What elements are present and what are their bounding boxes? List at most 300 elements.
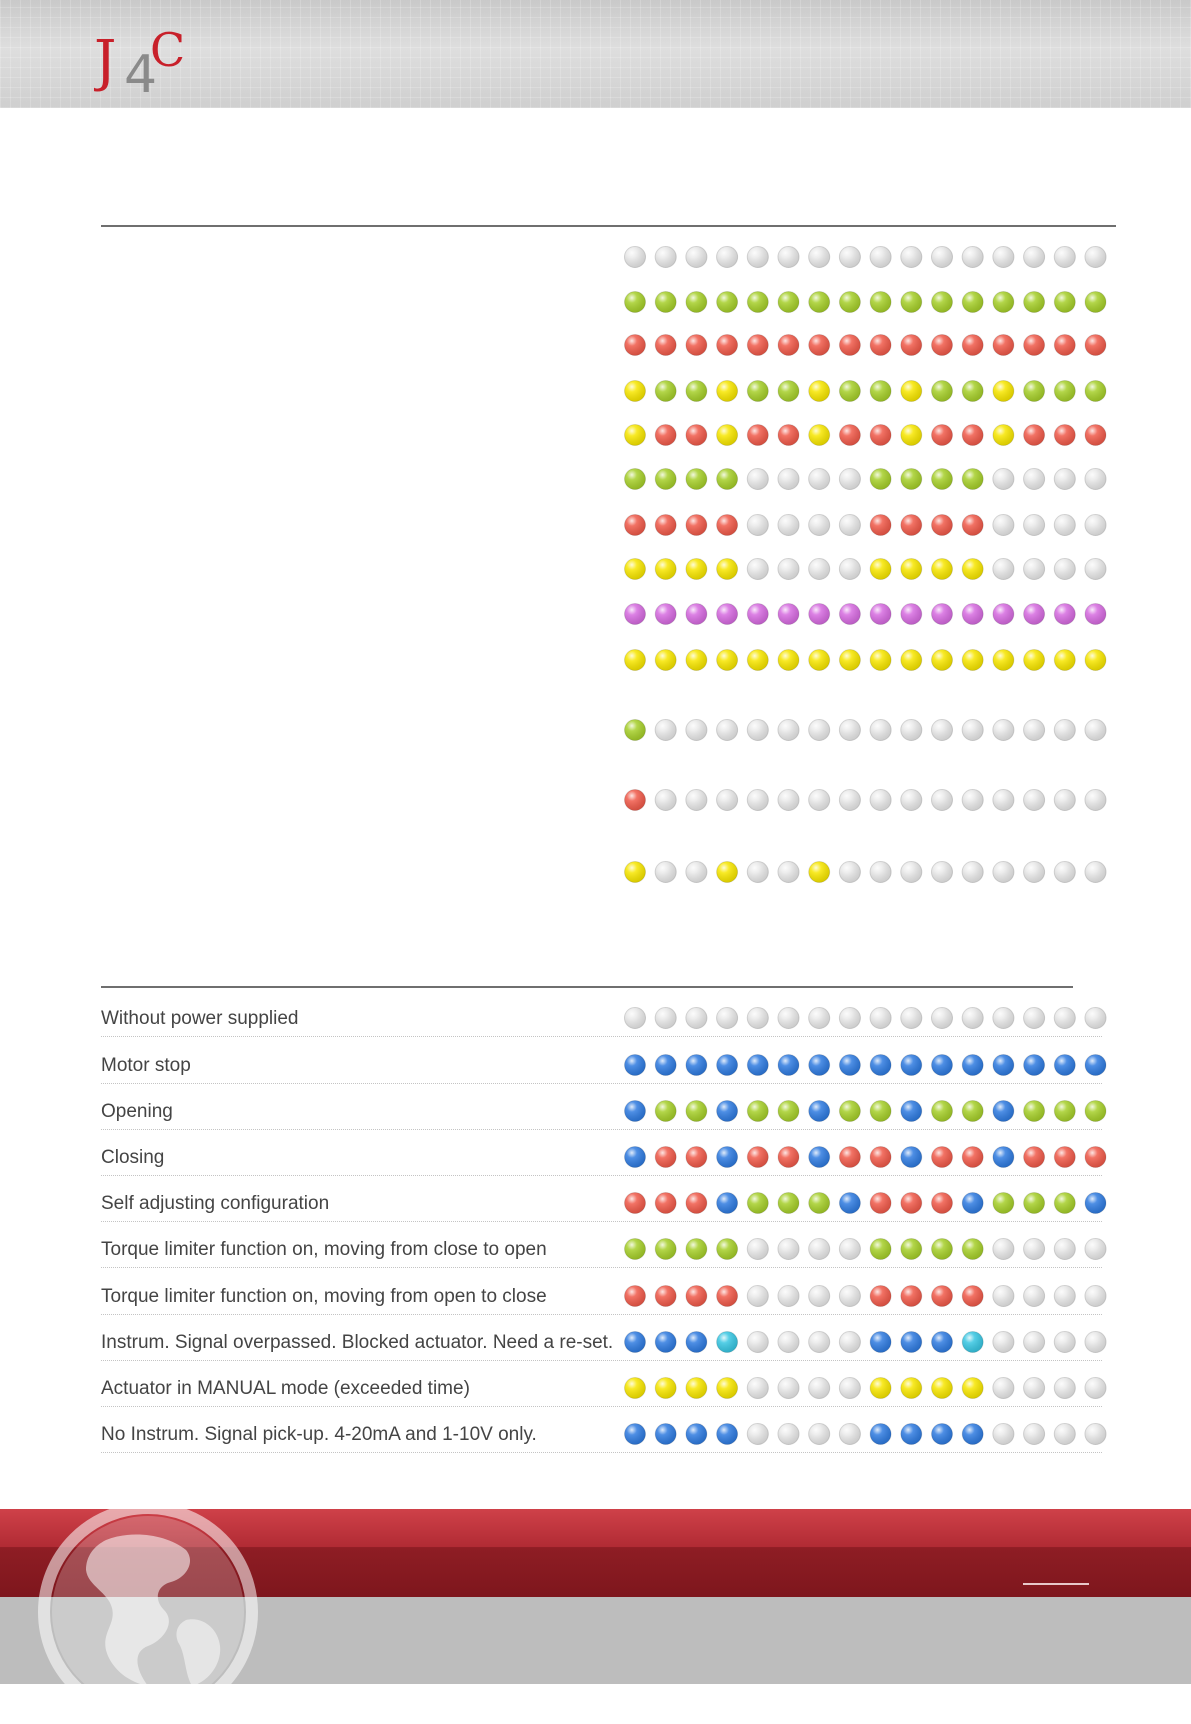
led-indicator (839, 1378, 860, 1399)
led-indicator (962, 720, 983, 741)
led-indicator (778, 1332, 799, 1353)
led-indicator (809, 469, 830, 490)
led-indicator (932, 1332, 953, 1353)
led-indicator (747, 559, 768, 580)
led-indicator (809, 1101, 830, 1122)
led-indicator (747, 381, 768, 402)
led-indicator (1024, 292, 1045, 313)
status-label: No Instrum. Signal pick-up. 4-20mA and 1-10V only. (101, 1424, 537, 1445)
led-indicator (1024, 1055, 1045, 1076)
led-indicator (625, 381, 646, 402)
led-indicator (1054, 335, 1075, 356)
led-indicator (1054, 1101, 1075, 1122)
led-indicator (809, 862, 830, 883)
led-indicator (625, 604, 646, 625)
led-indicator (717, 559, 738, 580)
led-indicator (778, 720, 799, 741)
led-indicator (747, 1055, 768, 1076)
led-indicator (655, 862, 676, 883)
led-indicator (1054, 292, 1075, 313)
led-indicator (839, 515, 860, 536)
led-indicator (870, 1378, 891, 1399)
led-indicator (932, 1147, 953, 1168)
logo-letter-j: J (94, 29, 117, 94)
led-indicator (655, 1147, 676, 1168)
led-indicator (686, 862, 707, 883)
led-indicator (1024, 1286, 1045, 1307)
led-indicator (625, 292, 646, 313)
led-indicator (993, 247, 1014, 268)
led-indicator (778, 1008, 799, 1029)
led-indicator (962, 1239, 983, 1260)
led-indicator (932, 292, 953, 313)
led-indicator (1085, 292, 1106, 313)
led-indicator (993, 650, 1014, 671)
led-indicator (747, 469, 768, 490)
led-indicator (901, 425, 922, 446)
led-indicator (1085, 381, 1106, 402)
led-indicator (839, 381, 860, 402)
led-indicator (686, 559, 707, 580)
led-indicator (747, 1286, 768, 1307)
led-indicator (686, 1239, 707, 1260)
led-indicator (1085, 425, 1106, 446)
led-indicator (993, 1147, 1014, 1168)
led-indicator (839, 247, 860, 268)
led-indicator (747, 292, 768, 313)
led-indicator (625, 720, 646, 741)
led-indicator (870, 292, 891, 313)
led-indicator (962, 469, 983, 490)
status-label: Torque limiter function on, moving from close to open (101, 1239, 547, 1260)
logo-letter-4: 4 (124, 45, 158, 96)
led-indicator (778, 650, 799, 671)
led-indicator (932, 1055, 953, 1076)
section1-led-row-7 (625, 515, 1107, 536)
led-indicator (686, 1378, 707, 1399)
led-indicator (962, 559, 983, 580)
led-indicator (993, 1286, 1014, 1307)
led-indicator (686, 1101, 707, 1122)
led-indicator (655, 381, 676, 402)
led-indicator (747, 720, 768, 741)
led-indicator (655, 1193, 676, 1214)
led-indicator (625, 1332, 646, 1353)
led-indicator (1054, 1193, 1075, 1214)
led-indicator (901, 381, 922, 402)
led-indicator (901, 650, 922, 671)
led-indicator (932, 1101, 953, 1122)
led-indicator (1054, 1055, 1075, 1076)
led-indicator (962, 862, 983, 883)
led-indicator (839, 1147, 860, 1168)
led-indicator (655, 1055, 676, 1076)
led-indicator (747, 247, 768, 268)
led-indicator (717, 790, 738, 811)
led-indicator (870, 790, 891, 811)
led-indicator (901, 1332, 922, 1353)
led-indicator (870, 381, 891, 402)
led-indicator (932, 1193, 953, 1214)
led-indicator (717, 720, 738, 741)
led-indicator (686, 1193, 707, 1214)
section2-led-row-5 (625, 1193, 1107, 1214)
led-indicator (1054, 469, 1075, 490)
led-indicator (962, 515, 983, 536)
led-indicator (809, 1424, 830, 1445)
led-indicator (901, 720, 922, 741)
led-indicator (686, 292, 707, 313)
led-indicator (809, 559, 830, 580)
led-indicator (686, 335, 707, 356)
led-indicator (1024, 1101, 1045, 1122)
led-indicator (870, 559, 891, 580)
led-indicator (717, 1147, 738, 1168)
led-indicator (778, 425, 799, 446)
led-indicator (778, 1378, 799, 1399)
led-indicator (655, 515, 676, 536)
led-indicator (655, 720, 676, 741)
led-indicator (870, 862, 891, 883)
led-indicator (778, 604, 799, 625)
led-indicator (870, 515, 891, 536)
led-indicator (809, 1332, 830, 1353)
led-indicator (778, 292, 799, 313)
led-indicator (962, 604, 983, 625)
led-indicator (778, 469, 799, 490)
led-indicator (1054, 559, 1075, 580)
led-indicator (655, 1008, 676, 1029)
led-indicator (839, 335, 860, 356)
led-indicator (778, 1286, 799, 1307)
led-indicator (839, 559, 860, 580)
led-indicator (686, 1424, 707, 1445)
led-indicator (778, 862, 799, 883)
led-indicator (962, 790, 983, 811)
led-indicator (717, 1378, 738, 1399)
led-indicator (778, 1239, 799, 1260)
led-indicator (839, 292, 860, 313)
section2-led-row-10 (625, 1424, 1107, 1445)
section2-led-row-4 (625, 1147, 1107, 1168)
company-logo (94, 22, 190, 96)
led-indicator (932, 1239, 953, 1260)
led-indicator (932, 559, 953, 580)
led-indicator (717, 1193, 738, 1214)
led-indicator (993, 335, 1014, 356)
led-indicator (625, 1193, 646, 1214)
led-indicator (809, 1378, 830, 1399)
led-indicator (1024, 1147, 1045, 1168)
led-indicator (809, 515, 830, 536)
led-indicator (1024, 1332, 1045, 1353)
led-indicator (809, 790, 830, 811)
led-indicator (717, 650, 738, 671)
led-indicator (1054, 1332, 1075, 1353)
led-indicator (747, 1101, 768, 1122)
led-indicator (747, 1193, 768, 1214)
led-indicator (962, 1332, 983, 1353)
globe-icon (36, 1500, 260, 1724)
led-indicator (809, 425, 830, 446)
led-indicator (962, 425, 983, 446)
led-indicator (1054, 247, 1075, 268)
led-indicator (625, 1008, 646, 1029)
led-indicator (839, 1332, 860, 1353)
led-indicator (747, 1378, 768, 1399)
led-indicator (809, 1193, 830, 1214)
led-indicator (870, 1193, 891, 1214)
led-indicator (1085, 515, 1106, 536)
led-indicator (778, 381, 799, 402)
led-indicator (747, 335, 768, 356)
led-indicator (870, 1332, 891, 1353)
led-indicator (932, 425, 953, 446)
led-indicator (717, 292, 738, 313)
led-indicator (655, 559, 676, 580)
led-indicator (932, 604, 953, 625)
led-indicator (993, 1424, 1014, 1445)
led-indicator (809, 247, 830, 268)
led-indicator (625, 650, 646, 671)
led-indicator (962, 292, 983, 313)
status-label: Opening (101, 1101, 173, 1122)
led-indicator (993, 1101, 1014, 1122)
led-indicator (655, 1286, 676, 1307)
led-indicator (1024, 1378, 1045, 1399)
led-indicator (932, 1378, 953, 1399)
led-indicator (717, 335, 738, 356)
led-indicator (901, 604, 922, 625)
led-indicator (901, 247, 922, 268)
led-indicator (655, 790, 676, 811)
led-indicator (1024, 720, 1045, 741)
led-indicator (717, 862, 738, 883)
led-indicator (839, 1008, 860, 1029)
led-indicator (686, 469, 707, 490)
led-indicator (1085, 1101, 1106, 1122)
section2-led-row-1 (625, 1008, 1107, 1029)
status-label: Without power supplied (101, 1008, 299, 1029)
led-indicator (625, 1424, 646, 1445)
led-indicator (993, 425, 1014, 446)
led-indicator (932, 720, 953, 741)
led-indicator (839, 604, 860, 625)
led-indicator (1085, 559, 1106, 580)
led-indicator (962, 650, 983, 671)
led-indicator (747, 604, 768, 625)
led-indicator (839, 1239, 860, 1260)
led-indicator (1085, 862, 1106, 883)
led-indicator (962, 1147, 983, 1168)
led-indicator (809, 1147, 830, 1168)
led-indicator (747, 650, 768, 671)
led-indicator (1085, 1147, 1106, 1168)
led-indicator (1024, 862, 1045, 883)
led-indicator (962, 381, 983, 402)
led-indicator (717, 1101, 738, 1122)
led-indicator (1054, 604, 1075, 625)
led-indicator (993, 559, 1014, 580)
led-indicator (839, 1286, 860, 1307)
led-indicator (932, 469, 953, 490)
led-indicator (747, 515, 768, 536)
led-indicator (1085, 335, 1106, 356)
led-indicator (901, 1239, 922, 1260)
led-indicator (655, 650, 676, 671)
section1-led-row-10 (625, 650, 1107, 671)
led-indicator (686, 1008, 707, 1029)
led-indicator (993, 720, 1014, 741)
led-indicator (901, 1193, 922, 1214)
led-indicator (809, 1008, 830, 1029)
led-indicator (778, 1101, 799, 1122)
logo-letter-c: C (150, 23, 186, 77)
led-indicator (1054, 720, 1075, 741)
led-indicator (1024, 469, 1045, 490)
led-indicator (778, 247, 799, 268)
led-indicator (932, 381, 953, 402)
led-indicator (778, 515, 799, 536)
led-indicator (901, 1055, 922, 1076)
led-indicator (625, 1286, 646, 1307)
led-indicator (993, 1378, 1014, 1399)
section2-led-row-2 (625, 1055, 1107, 1076)
section1-led-row-6 (625, 469, 1107, 490)
led-indicator (870, 720, 891, 741)
led-indicator (778, 335, 799, 356)
led-indicator (1085, 1008, 1106, 1029)
led-indicator (870, 650, 891, 671)
led-indicator (717, 469, 738, 490)
led-indicator (686, 790, 707, 811)
led-indicator (870, 335, 891, 356)
led-indicator (932, 650, 953, 671)
led-indicator (625, 515, 646, 536)
led-indicator (655, 1332, 676, 1353)
led-indicator (1085, 1193, 1106, 1214)
led-indicator (686, 515, 707, 536)
led-indicator (686, 650, 707, 671)
led-indicator (655, 1101, 676, 1122)
section1-led-row-13 (625, 862, 1107, 883)
led-indicator (962, 1378, 983, 1399)
led-indicator (1054, 425, 1075, 446)
led-indicator (962, 247, 983, 268)
led-indicator (932, 1286, 953, 1307)
led-indicator (1024, 515, 1045, 536)
led-indicator (870, 1147, 891, 1168)
led-indicator (717, 381, 738, 402)
led-indicator (778, 1193, 799, 1214)
section2-led-row-8 (625, 1332, 1107, 1353)
led-indicator (1054, 862, 1075, 883)
led-indicator (625, 790, 646, 811)
led-indicator (686, 1332, 707, 1353)
led-indicator (686, 604, 707, 625)
led-indicator (993, 790, 1014, 811)
led-indicator (1024, 604, 1045, 625)
led-indicator (901, 469, 922, 490)
section1-led-row-11 (625, 720, 1107, 741)
led-indicator (1054, 381, 1075, 402)
led-indicator (1024, 559, 1045, 580)
led-indicator (932, 790, 953, 811)
led-indicator (993, 862, 1014, 883)
led-indicator (839, 469, 860, 490)
led-indicator (809, 292, 830, 313)
led-indicator (778, 1055, 799, 1076)
led-indicator (1085, 604, 1106, 625)
led-indicator (839, 425, 860, 446)
led-indicator (993, 381, 1014, 402)
led-indicator (655, 1378, 676, 1399)
section1-led-row-4 (625, 381, 1107, 402)
led-indicator (625, 1101, 646, 1122)
led-indicator (870, 1055, 891, 1076)
led-indicator (809, 604, 830, 625)
led-indicator (839, 1101, 860, 1122)
led-indicator (962, 1193, 983, 1214)
led-indicator (1085, 1378, 1106, 1399)
led-indicator (839, 1193, 860, 1214)
led-indicator (747, 1008, 768, 1029)
led-indicator (901, 559, 922, 580)
led-indicator (809, 650, 830, 671)
led-indicator (809, 720, 830, 741)
status-label: Self adjusting configuration (101, 1193, 330, 1214)
led-indicator (625, 1055, 646, 1076)
led-indicator (1054, 1008, 1075, 1029)
section2-led-row-9 (625, 1378, 1107, 1399)
led-indicator (839, 650, 860, 671)
footer-underline (1023, 1583, 1089, 1585)
led-indicator (1024, 381, 1045, 402)
led-indicator (717, 1055, 738, 1076)
led-indicator (686, 1147, 707, 1168)
status-label: Instrum. Signal overpassed. Blocked actuator. Need a re-set. (101, 1332, 614, 1353)
led-indicator (1024, 247, 1045, 268)
led-indicator (1085, 1055, 1106, 1076)
led-indicator (717, 425, 738, 446)
led-indicator (747, 425, 768, 446)
led-indicator (1054, 1378, 1075, 1399)
led-indicator (1024, 790, 1045, 811)
led-indicator (993, 1193, 1014, 1214)
led-indicator (962, 1008, 983, 1029)
led-indicator (778, 1424, 799, 1445)
led-indicator (901, 1101, 922, 1122)
led-indicator (747, 790, 768, 811)
led-indicator (993, 604, 1014, 625)
led-indicator (809, 381, 830, 402)
section1-led-row-12 (625, 790, 1107, 811)
led-indicator (839, 1055, 860, 1076)
led-indicator (962, 1101, 983, 1122)
led-indicator (993, 1332, 1014, 1353)
led-indicator (870, 247, 891, 268)
led-indicator (747, 862, 768, 883)
led-indicator (839, 862, 860, 883)
led-indicator-grid (619, 0, 1109, 1684)
section1-led-row-8 (625, 559, 1107, 580)
led-indicator (932, 335, 953, 356)
led-indicator (747, 1332, 768, 1353)
led-indicator (901, 1286, 922, 1307)
led-indicator (655, 604, 676, 625)
led-indicator (686, 247, 707, 268)
section1-led-row-5 (625, 425, 1107, 446)
